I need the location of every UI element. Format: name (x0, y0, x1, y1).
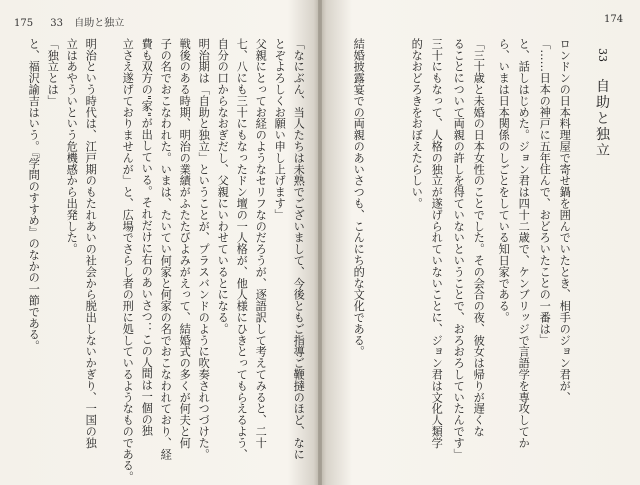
text-line: ら、いまは日本関係のしごとをしている知日家である。 (497, 38, 511, 323)
chapter-heading-title: 自助と独立 (594, 78, 610, 159)
left-chapter-title: 自助と独立 (74, 18, 125, 29)
text-line: 三十にもなって、人格の独立が遂げられていないことに、ジョン君は文化人類学 (430, 38, 444, 449)
text-line: 「三十歳と未婚の日本女性のことでした。その会合の夜、彼女は帰りが遅くな (472, 38, 486, 437)
text-line: 的なおどろきをおぼえたらしい。 (410, 38, 424, 209)
text-line: 明治という時代は、江戸期のもたれあいの社会から脱出しないかぎり、一国の独 (84, 38, 98, 449)
chapter-heading (592, 48, 612, 158)
left-chapter-number: 33 (50, 18, 64, 29)
text-line: 七、八にも三十にもなったドン壇の一人格が、他人様にひきとってもらえるよう、 (235, 38, 249, 460)
right-page-number: 174 (604, 14, 624, 25)
text-line: 子の名でおこなわれた。いまは、たいてい何家と何家の名でおこなわれており、経 (159, 38, 173, 460)
text-line: 費も双方の"家"が出している。それだけに右のあいさつ：この人間は一個の独 (140, 38, 154, 437)
text-line: 父親にとってお経のようなセリフなのだろうが、逐語訳して考えてみると、二十 (254, 38, 268, 449)
chapter-heading-number: 33 (596, 48, 609, 62)
text-line: 結婚披露宴での両親のあいさつも、こんにち的な文化である。 (352, 38, 366, 358)
text-line: 「……日本の神戸に五年住んで、おどろいたことの一番は」 (538, 38, 552, 346)
text-line: 自分の口からなおぎだし、父親にいわせているとになる。 (216, 38, 230, 335)
text-line: 「独立とは」 (46, 38, 60, 107)
text-line: ることについて両親の許しを得ていないということで、おろおろしていたんです」 (452, 38, 466, 460)
text-line: 「なにぶん、当人たちは未熟でございまして、今後ともご指導ご鞭撻のほど、なに (292, 38, 306, 460)
text-line: 立はあやういという危機感から出発した。 (65, 38, 79, 255)
text-line: とぞよろしくお願い申し上げます」 (273, 38, 287, 221)
text-line: と、話しはじめた。ジョン君は四十二歳で、ケンブリッジで言語学を専攻してか (517, 38, 531, 449)
left-page-header (14, 14, 124, 29)
text-line: 明治期は「自助と独立」ということが、プラスバンドのように吹奏されつづけた。 (197, 38, 211, 460)
page-gutter (318, 0, 322, 485)
text-line: ロンドンの日本料理屋で寄せ鍋を囲んでいたとき、相手のジョン君が、 (558, 38, 572, 403)
text-line: 戦後のある時期、明治の業績がふたたびよみがえって、結婚式の多くが何夫と何 (178, 38, 192, 449)
text-line: 立さえ遂げておりませんが」と、広場でさらし者の刑に処しているようなものである。 (121, 38, 135, 483)
text-line: と、福沢諭吉はいう。『学問のすすめ』のなかの一節である。 (27, 38, 41, 352)
left-page-number: 175 (14, 18, 34, 29)
